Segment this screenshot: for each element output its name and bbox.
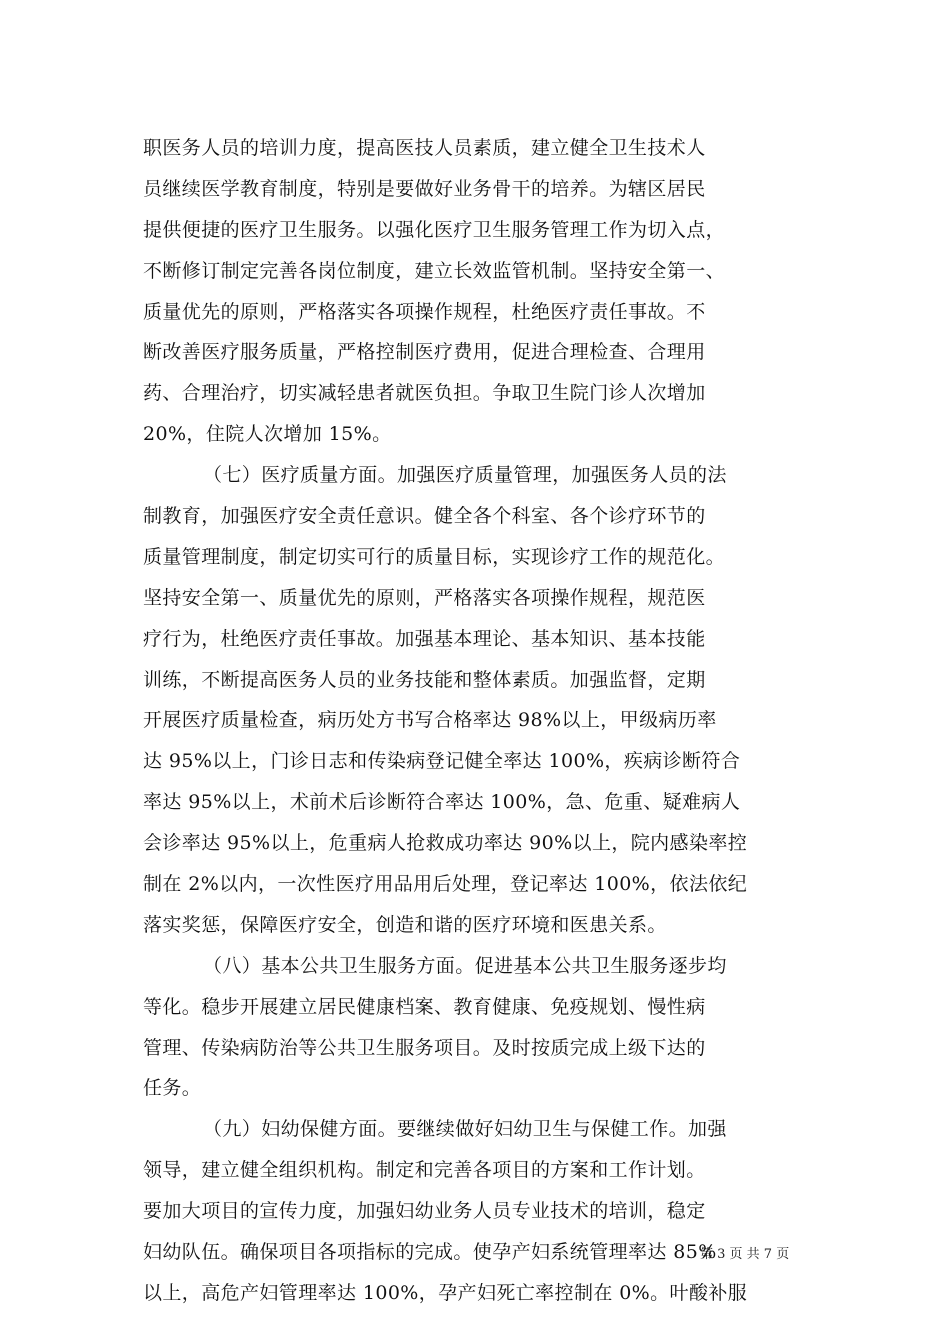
paragraph-start-line: （七）医疗质量方面。加强医疗质量管理，加强医务人员的法 [203,464,727,487]
text-line: 训练，不断提高医务人员的业务技能和整体素质。加强监督，定期 [143,668,706,691]
text-line: 职医务人员的培训力度，提高医技人员素质，建立健全卫生技术人 [143,137,706,159]
text-line: 坚持安全第一、质量优先的原则，严格落实各项操作规程，规范医 [143,586,706,609]
text-line: 制在 2%以内，一次性医疗用品用后处理，登记率达 100%，依法依纪 [143,873,748,896]
paragraph-start-line: （九）妇幼保健方面。要继续做好妇幼卫生与保健工作。加强 [203,1118,727,1141]
text-line: 20%，住院人次增加 15%。 [143,423,392,446]
text-line: 等化。稳步开展建立居民健康档案、教育健康、免疫规划、慢性病 [143,995,706,1018]
text-line: 质量管理制度，制定切实可行的质量目标，实现诊疗工作的规范化。 [143,545,726,568]
text-line: 落实奖惩，保障医疗安全，创造和谐的医疗环境和医患关系。 [143,913,667,936]
text-line: 质量优先的原则，严格落实各项操作规程，杜绝医疗责任事故。不 [143,300,706,323]
text-line: 制教育，加强医疗安全责任意识。健全各个科室、各个诊疗环节的 [143,505,706,528]
text-line: 任务。 [143,1077,202,1100]
paragraph-start-line: （八）基本公共卫生服务方面。促进基本公共卫生服务逐步均 [203,954,727,977]
text-line: 会诊率达 95%以上，危重病人抢救成功率达 90%以上，院内感染率控 [143,832,748,855]
text-line: 领导，建立健全组织机构。制定和完善各项目的方案和工作计划。 [143,1159,706,1182]
text-line: 开展医疗质量检查，病历处方书写合格率达 98%以上，甲级病历率 [143,709,717,732]
text-line: 药、合理治疗，切实减轻患者就医负担。争取卫生院门诊人次增加 [143,382,706,405]
text-line: 不断修订制定完善各岗位制度，建立长效监管机制。坚持安全第一、 [143,259,726,282]
text-line: 率达 95%以上，术前术后诊断符合率达 100%，急、危重、疑难病人 [143,791,741,814]
text-line: 断改善医疗服务质量，严格控制医疗费用，促进合理检查、合理用 [143,341,706,364]
text-line: 以上，高危产妇管理率达 100%，孕产妇死亡率控制在 0%。叶酸补服 [143,1281,748,1304]
text-line: 妇幼队伍。确保项目各项指标的完成。使孕产妇系统管理率达 85% [143,1241,717,1264]
text-line: 要加大项目的宣传力度，加强妇幼业务人员专业技术的培训，稳定 [143,1200,706,1223]
text-line: 达 95%以上，门诊日志和传染病登记健全率达 100%，疾病诊断符合 [143,750,741,773]
text-line: 疗行为，杜绝医疗责任事故。加强基本理论、基本知识、基本技能 [143,627,706,650]
body-text [143,128,815,1314]
page-number-footer: 第 3 页 共 7 页 [700,1247,790,1262]
text-line: 提供便捷的医疗卫生服务。以强化医疗卫生服务管理工作为切入点， [143,218,726,241]
text-line: 员继续医学教育制度，特别是要做好业务骨干的培养。为辖区居民 [143,177,706,200]
text-line: 管理、传染病防治等公共卫生服务项目。及时按质完成上级下达的 [143,1036,706,1059]
